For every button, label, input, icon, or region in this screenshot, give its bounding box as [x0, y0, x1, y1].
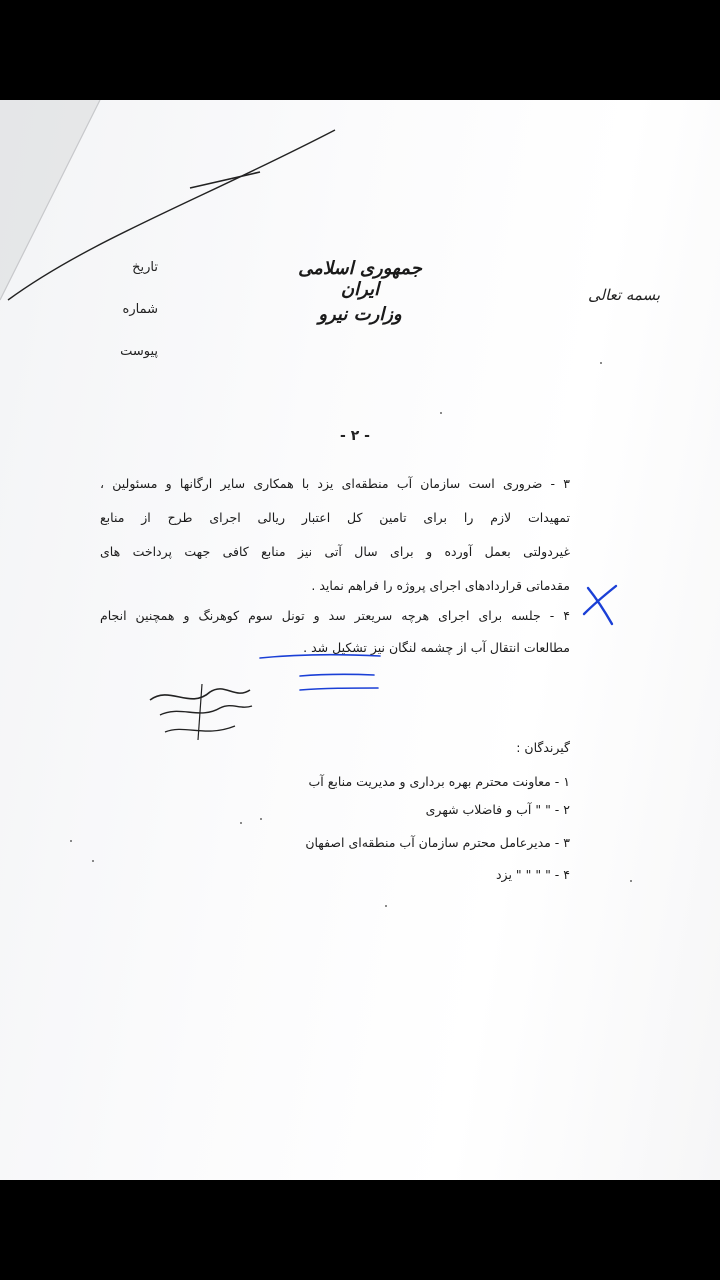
handwritten-signature [140, 680, 260, 750]
letterhead-republic: جمهوری اسلامی ایران [298, 258, 422, 300]
recipient-item: ۲ - " " آب و فاضلاب شهری [425, 802, 570, 817]
body-line: غیردولتی بعمل آورده و برای سال آتی نیز منابع کافی جهت پرداخت های [100, 544, 570, 559]
recipient-item: ۳ - مدیرعامل محترم سازمان آب منطقه‌ای اصفهان [305, 835, 570, 850]
letterhead-ministry: وزارت نیرو [318, 304, 402, 325]
letterhead [290, 258, 430, 325]
body-line: مطالعات انتقال آب از چشمه لنگان نیز تشکیل شد . [303, 640, 570, 655]
document-page [0, 100, 720, 1180]
recipient-item: ۱ - معاونت محترم بهره برداری و مدیریت منابع آب [308, 774, 570, 789]
date-label: تاریخ [132, 260, 158, 275]
body-line: ۴ - جلسه برای اجرای هرچه سریعتر سد و تونل سوم کوهرنگ و همچنین انجام [100, 608, 570, 623]
recipient-item: ۴ - " " " " یزد [495, 867, 570, 882]
blue-underline-marks [250, 650, 390, 700]
attachment-label: پیوست [120, 344, 158, 359]
number-label: شماره [122, 302, 158, 317]
body-line: ۳ - ضروری است سازمان آب منطقه‌ای یزد با همکاری سایر ارگانها و مسئولین ، [100, 476, 570, 491]
page-number: - ۲ - [340, 428, 370, 444]
body-line: تمهیدات لازم را برای تامین کل اعتبار ریالی اجرای طرح از منابع [100, 510, 570, 525]
bismillah-heading: بسمه تعالی [588, 286, 661, 304]
body-line: مقدماتی قراردادهای اجرای پروژه را فراهم نماید . [311, 578, 570, 593]
recipients-title: گیرندگان : [516, 740, 570, 755]
blue-x-mark-icon [570, 580, 630, 630]
